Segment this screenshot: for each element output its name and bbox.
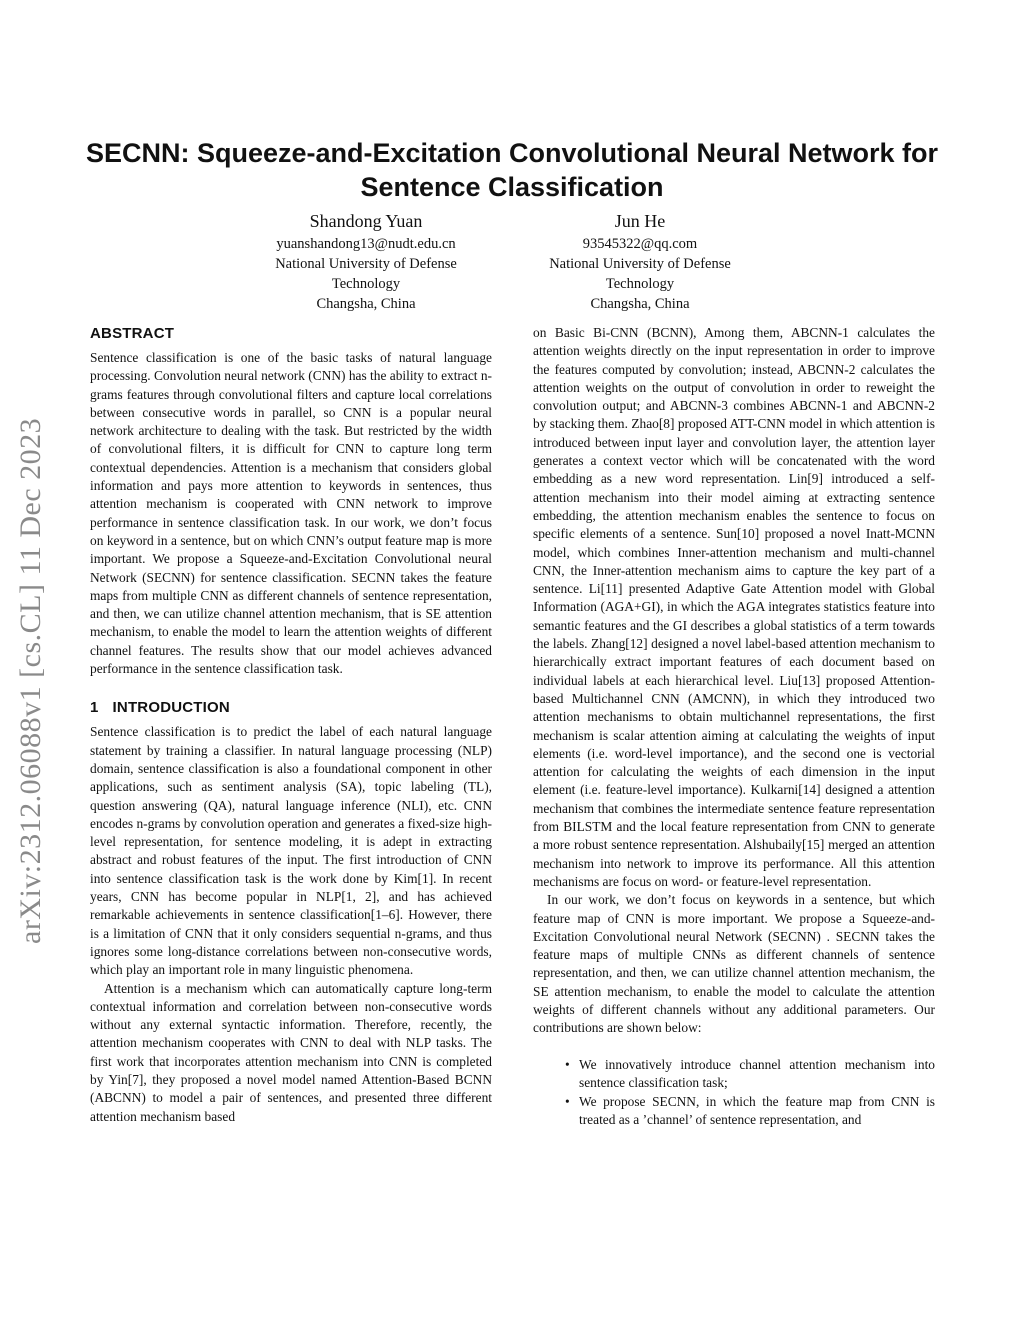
author-affiliation-cont: Technology bbox=[331, 276, 401, 292]
abstract-heading: ABSTRACT bbox=[90, 325, 175, 342]
contributions-list bbox=[533, 1056, 935, 1130]
author-affiliation: National University of Defense bbox=[275, 256, 457, 272]
paper-title: SECNN: Squeeze-and-Excitation Convolutional Neural Network for Sentence Classification bbox=[85, 138, 939, 202]
contribution-text: We propose SECNN, in which the feature map from CNN is treated as a ’channel’ of sentence representation, and bbox=[579, 1094, 935, 1128]
intro-paragraph-2: Attention is a mechanism which can automatically capture long-term contextual information and correlation between non-consecutive words without any external syntactic information. Therefore, recently, the attention mechanism cooperates with CNN to deal with NLP tasks. The first work that incorporates attention mechanism into CNN is completed by Yin[7], they proposed a novel model named Attention-Based BCNN (ABCNN) to model a pair of sentences, and presented three different attention mechanism based bbox=[90, 980, 492, 1124]
author-block-2 bbox=[470, 210, 810, 314]
author-email: yuanshandong13@nudt.edu.cn bbox=[276, 236, 456, 252]
author-name: Jun He bbox=[614, 211, 666, 231]
left-column bbox=[90, 324, 492, 1126]
contribution-text: We innovatively introduce channel attention mechanism into sentence classification task; bbox=[579, 1056, 935, 1090]
list-item bbox=[565, 1093, 935, 1130]
section-heading-introduction bbox=[90, 698, 492, 718]
bullet-icon: • bbox=[565, 1056, 570, 1072]
section-number: 1 bbox=[90, 699, 99, 717]
author-affiliation: National University of Defense bbox=[549, 256, 731, 272]
list-item bbox=[565, 1056, 935, 1093]
right-column bbox=[533, 324, 935, 1131]
intro-paragraph-3: on Basic Bi-CNN (BCNN), Among them, ABCNN-1 calculates the attention weights directly on the input representation in order to improve the features computed by convolution; instead, ABCNN-2 calculates the attention weights on the output of convolution in order to reweight the convolution output; and ABCNN-3 combines ABCNN-1 and ABCNN-2 by stacking them. Zhao[8] proposed ATT-CNN model in which attention is introduced between input layer and convolution layer, the attention layer generates a context vector which will be concatenated with the word embedding as a new word representation. Lin[9] introduced a self-attention mechanism into their model aiming at extracting sentence embedding, the attention mechanism enables the sentence to focus on specific elements of a sentence. Sun[10] proposed a novel Inatt-MCNN model, which combines Inner-attention mechanism and multi-channel CNN, the Inner-attention mechanism aims to capture the key part of a sentence. Li[11] presented Adaptive Gate Attention model with Global Information (AGA+GI), in which the AGA integrates statistics feature into semantic features and the GI describes a global statistics of a term towards the labels. Zhang[12] designed a novel label-based attention mechanism to hierarchically extract important features of each document based on individual labels at each hierarchical level. Liu[13] proposed Attention-based Multichannel CNN (AMCNN), in which they introduced two attention mechanisms to obtain multichannel representations, the first mechanism is scalar attention aiming at calculating the weights of input elements (i.e. word-level importance), and the second one is vectorial attention for calculating the weights of each dimension in the input element (i.e. feature-level importance). Kulkarni[14] designed a attention mechanism that combines the intermediate sentence feature representation from BILSTM and the local feature representation from CNN to generate a more robust sentence representation. Alshubaily[15] merged an attention mechanism into network to improve its performance. All this attention mechanisms are focus on word- or feature-level representation. bbox=[533, 325, 935, 889]
abstract-text: Sentence classification is one of the basic tasks of natural language processing. Convolution neural network (CNN) has the ability to extract n-grams features through convolutional filters and capture local correlations between consecutive words in parallel, so CNN is a popular neural network architecture to dealing with the task. But restricted by the width of convolutional filters, it is difficult for CNN to capture long term contextual dependencies. Attention is a mechanism that considers global information and pays more attention to keywords in sentences, thus attention mechanism is cooperated with CNN network to improve performance in sentence classification task. In our work, we don’t focus on keyword in a sentence, but on which CNN’s output feature map is more important. We propose a Squeeze-and-Excitation Convolutional neural Network (SECNN) for sentence classification. SECNN takes the feature maps from multiple CNN as different channels of sentence representation, and then, we can utilize channel attention mechanism, that is SE attention mechanism, to enable the model to learn the attention weights of different channel features. The results show that our model achieves advanced performance in the sentence classification task. bbox=[90, 350, 493, 677]
intro-paragraph-1: Sentence classification is to predict the label of each natural language statement by training a classifier. In natural language processing (NLP) domain, sentence classification is also a foundational component in other applications, such as sentiment analysis (SA), topic labeling (TL), question answering (QA), natural language inference (NLI), etc. CNN encodes n-grams by convolution operation and generates a fixed-size high-level representation, for sentence modeling, it is adept in extracting abstract and robust features of the input. The first introduction of CNN into sentence classification task is the work done by Kim[1]. In recent years, CNN has become popular in NLP[1, 2], and has achieved remarkable achievements in sentence classification[1–6]. However, there is a limitation of CNN that it only considers sequential n-grams, and thus ignores some long-distance correlations between non-consecutive words, which play an important role in many linguistic phenomena. bbox=[90, 724, 492, 978]
arxiv-sidebar-identifier: arXiv:2312.06088v1 [cs.CL] 11 Dec 2023 bbox=[14, 417, 47, 944]
author-location: Changsha, China bbox=[590, 296, 690, 312]
author-email: 93545322@qq.com bbox=[582, 236, 698, 252]
author-affiliation-cont: Technology bbox=[605, 276, 675, 292]
section-title: INTRODUCTION bbox=[112, 699, 230, 717]
author-location: Changsha, China bbox=[316, 296, 416, 312]
intro-paragraph-4: In our work, we don’t focus on keywords in a sentence, but which feature map of CNN is more important. We propose a Squeeze-and-Excitation Convolutional neural Network (SECNN) . SECNN takes the feature maps of multiple CNNs as different channels of sentence representation, and then, we can utilize channel attention mechanism, the SE attention mechanism, to enable the model to calculate the attention weights of different channels without any additional parameters. Our contributions are shown below: bbox=[533, 892, 935, 1036]
bullet-icon: • bbox=[565, 1094, 570, 1110]
author-name: Shandong Yuan bbox=[309, 211, 423, 231]
